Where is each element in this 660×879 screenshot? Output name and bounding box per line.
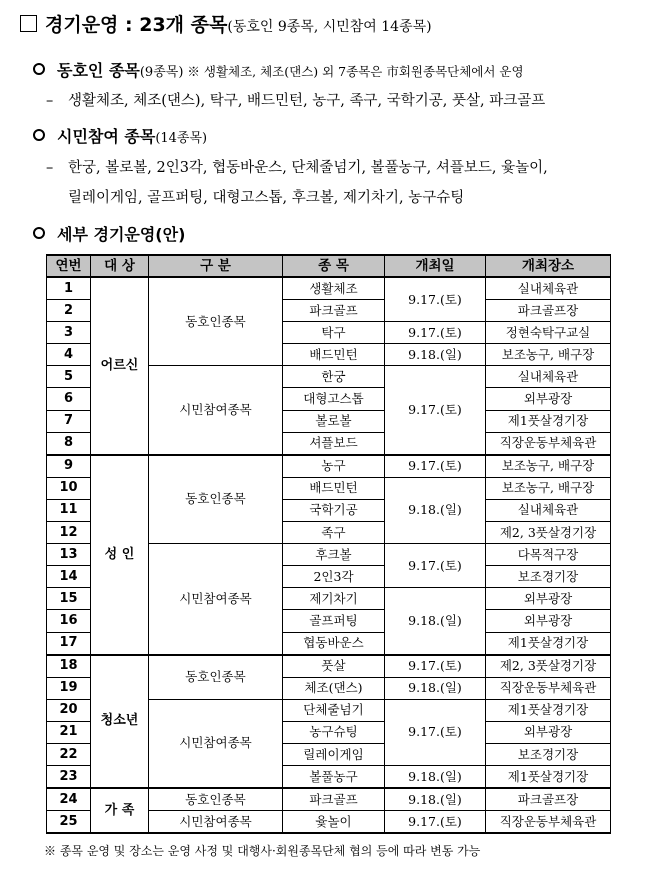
citizen-section-title: 시민참여 종목 <box>57 127 156 146</box>
row-event: 한궁 <box>283 366 385 388</box>
row-event: 족구 <box>283 522 385 544</box>
row-no: 19 <box>47 677 91 699</box>
row-venue: 제2, 3풋살경기장 <box>486 522 611 544</box>
heading-title: 경기운영 : 23개 종목 <box>45 14 228 36</box>
footnote: ※ 종목 운영 및 장소는 운영 사정 및 대행사·회원종목단체 협의 등에 따라 변동 가능 <box>44 844 481 858</box>
row-no: 2 <box>47 300 91 322</box>
circle-bullet-icon <box>33 63 45 75</box>
row-venue: 제2, 3풋살경기장 <box>486 655 611 678</box>
row-no: 24 <box>47 788 91 811</box>
category-citizen: 시민참여종목 <box>149 544 283 655</box>
row-venue: 파크골프장 <box>486 300 611 322</box>
table-row <box>47 455 611 478</box>
checkbox-square-icon <box>20 15 37 32</box>
row-no: 20 <box>47 699 91 721</box>
citizen-event-list-text-1: 한궁, 볼로볼, 2인3각, 협동바운스, 단체줄넘기, 볼풀농구, 셔플보드, 윷놀이, <box>68 160 548 176</box>
circle-bullet-icon <box>33 129 45 141</box>
row-no: 22 <box>47 743 91 765</box>
row-no: 7 <box>47 410 91 432</box>
table-header-row <box>47 255 611 277</box>
row-date: 9.18.(일) <box>385 477 486 543</box>
row-event: 제기차기 <box>283 588 385 610</box>
row-date: 9.18.(일) <box>385 677 486 699</box>
row-venue: 외부광장 <box>486 388 611 410</box>
category-club: 동호인종목 <box>149 277 283 366</box>
club-section-heading <box>33 58 524 81</box>
row-date: 9.18.(일) <box>385 588 486 655</box>
heading-subtitle: (동호인 9종목, 시민참여 14종목) <box>227 19 432 35</box>
row-no: 6 <box>47 388 91 410</box>
row-venue: 실내체육관 <box>486 499 611 521</box>
row-venue: 제1풋살경기장 <box>486 766 611 789</box>
category-club: 동호인종목 <box>149 655 283 700</box>
row-event: 체조(댄스) <box>283 677 385 699</box>
row-no: 15 <box>47 588 91 610</box>
row-event: 골프퍼팅 <box>283 610 385 632</box>
row-date: 9.17.(토) <box>385 655 486 678</box>
row-venue: 파크골프장 <box>486 788 611 811</box>
row-event: 후크볼 <box>283 544 385 566</box>
header-date: 개최일 <box>385 255 486 277</box>
row-no: 1 <box>47 277 91 300</box>
row-venue: 외부광장 <box>486 588 611 610</box>
row-no: 10 <box>47 477 91 499</box>
row-no: 21 <box>47 721 91 743</box>
row-date: 9.17.(토) <box>385 455 486 478</box>
row-venue: 보조농구, 배구장 <box>486 477 611 499</box>
row-venue: 외부광장 <box>486 610 611 632</box>
target-family: 가 족 <box>91 788 149 833</box>
target-youth: 청소년 <box>91 655 149 789</box>
row-date: 9.17.(토) <box>385 811 486 834</box>
target-adult: 성 인 <box>91 455 149 655</box>
row-no: 17 <box>47 632 91 655</box>
row-event: 농구슈팅 <box>283 721 385 743</box>
row-venue: 제1풋살경기장 <box>486 699 611 721</box>
row-event: 대형고스톱 <box>283 388 385 410</box>
category-citizen: 시민참여종목 <box>149 811 283 834</box>
row-no: 4 <box>47 344 91 366</box>
citizen-section-heading <box>33 124 207 147</box>
table-row <box>47 655 611 678</box>
row-venue: 외부광장 <box>486 721 611 743</box>
row-date: 9.17.(토) <box>385 544 486 588</box>
citizen-event-list-text-2: 릴레이게임, 골프퍼팅, 대형고스톱, 후크볼, 제기차기, 농구슈팅 <box>68 190 465 206</box>
row-venue: 직장운동부체육관 <box>486 811 611 834</box>
row-event: 단체줄넘기 <box>283 699 385 721</box>
row-no: 13 <box>47 544 91 566</box>
row-venue: 직장운동부체육관 <box>486 677 611 699</box>
row-venue: 보조농구, 배구장 <box>486 344 611 366</box>
row-venue: 제1풋살경기장 <box>486 632 611 655</box>
club-event-list-text: 생활체조, 체조(댄스), 탁구, 배드민턴, 농구, 족구, 국학기공, 풋살, 파크골프 <box>68 93 546 109</box>
row-no: 18 <box>47 655 91 678</box>
row-no: 8 <box>47 432 91 455</box>
table-row <box>47 788 611 811</box>
page-heading <box>20 10 432 37</box>
row-date: 9.18.(일) <box>385 788 486 811</box>
category-citizen: 시민참여종목 <box>149 366 283 455</box>
row-venue: 직장운동부체육관 <box>486 432 611 455</box>
club-event-list <box>46 89 545 110</box>
row-date: 9.17.(토) <box>385 322 486 344</box>
detail-section-title: 세부 경기운영(안) <box>57 225 186 244</box>
row-no: 23 <box>47 766 91 789</box>
citizen-event-list-line2 <box>68 186 464 207</box>
category-citizen: 시민참여종목 <box>149 699 283 788</box>
row-venue: 보조경기장 <box>486 566 611 588</box>
row-venue: 보조농구, 배구장 <box>486 455 611 478</box>
table-row <box>47 277 611 300</box>
circle-bullet-icon <box>33 227 45 239</box>
row-event: 배드민턴 <box>283 344 385 366</box>
header-event: 종 목 <box>283 255 385 277</box>
schedule-table <box>46 254 611 834</box>
row-event: 파크골프 <box>283 300 385 322</box>
row-event: 윷놀이 <box>283 811 385 834</box>
row-venue: 정현숙탁구교실 <box>486 322 611 344</box>
club-section-count: (9종목) <box>139 65 184 80</box>
row-venue: 다목적구장 <box>486 544 611 566</box>
row-no: 11 <box>47 499 91 521</box>
club-section-note: ※ 생활체조, 체조(댄스) 외 7종목은 市회원종목단체에서 운영 <box>187 64 524 79</box>
row-no: 3 <box>47 322 91 344</box>
row-event: 2인3각 <box>283 566 385 588</box>
row-venue: 제1풋살경기장 <box>486 410 611 432</box>
header-category: 구 분 <box>149 255 283 277</box>
row-event: 풋살 <box>283 655 385 678</box>
club-section-title: 동호인 종목 <box>57 61 140 80</box>
row-event: 국학기공 <box>283 499 385 521</box>
category-club: 동호인종목 <box>149 788 283 811</box>
row-venue: 실내체육관 <box>486 277 611 300</box>
row-venue: 보조경기장 <box>486 743 611 765</box>
row-event: 생활체조 <box>283 277 385 300</box>
row-date: 9.17.(토) <box>385 366 486 455</box>
row-event: 볼풀농구 <box>283 766 385 789</box>
header-no: 연번 <box>47 255 91 277</box>
row-no: 25 <box>47 811 91 834</box>
detail-section-heading <box>33 222 185 245</box>
row-venue: 실내체육관 <box>486 366 611 388</box>
row-no: 12 <box>47 522 91 544</box>
row-event: 탁구 <box>283 322 385 344</box>
row-date: 9.18.(일) <box>385 766 486 789</box>
row-event: 파크골프 <box>283 788 385 811</box>
category-club: 동호인종목 <box>149 455 283 544</box>
row-event: 셔플보드 <box>283 432 385 455</box>
header-target: 대 상 <box>91 255 149 277</box>
row-no: 14 <box>47 566 91 588</box>
row-date: 9.17.(토) <box>385 699 486 765</box>
row-event: 릴레이게임 <box>283 743 385 765</box>
row-event: 볼로볼 <box>283 410 385 432</box>
row-no: 5 <box>47 366 91 388</box>
dash-bullet-icon: – <box>46 93 54 109</box>
citizen-event-list-line1 <box>46 156 548 177</box>
header-venue: 개최장소 <box>486 255 611 277</box>
citizen-section-count: (14종목) <box>155 131 208 146</box>
row-event: 농구 <box>283 455 385 478</box>
row-event: 배드민턴 <box>283 477 385 499</box>
row-event: 협동바운스 <box>283 632 385 655</box>
dash-bullet-icon: – <box>46 160 54 176</box>
target-elder: 어르신 <box>91 277 149 455</box>
row-date: 9.18.(일) <box>385 344 486 366</box>
row-no: 16 <box>47 610 91 632</box>
row-no: 9 <box>47 455 91 478</box>
row-date: 9.17.(토) <box>385 277 486 322</box>
